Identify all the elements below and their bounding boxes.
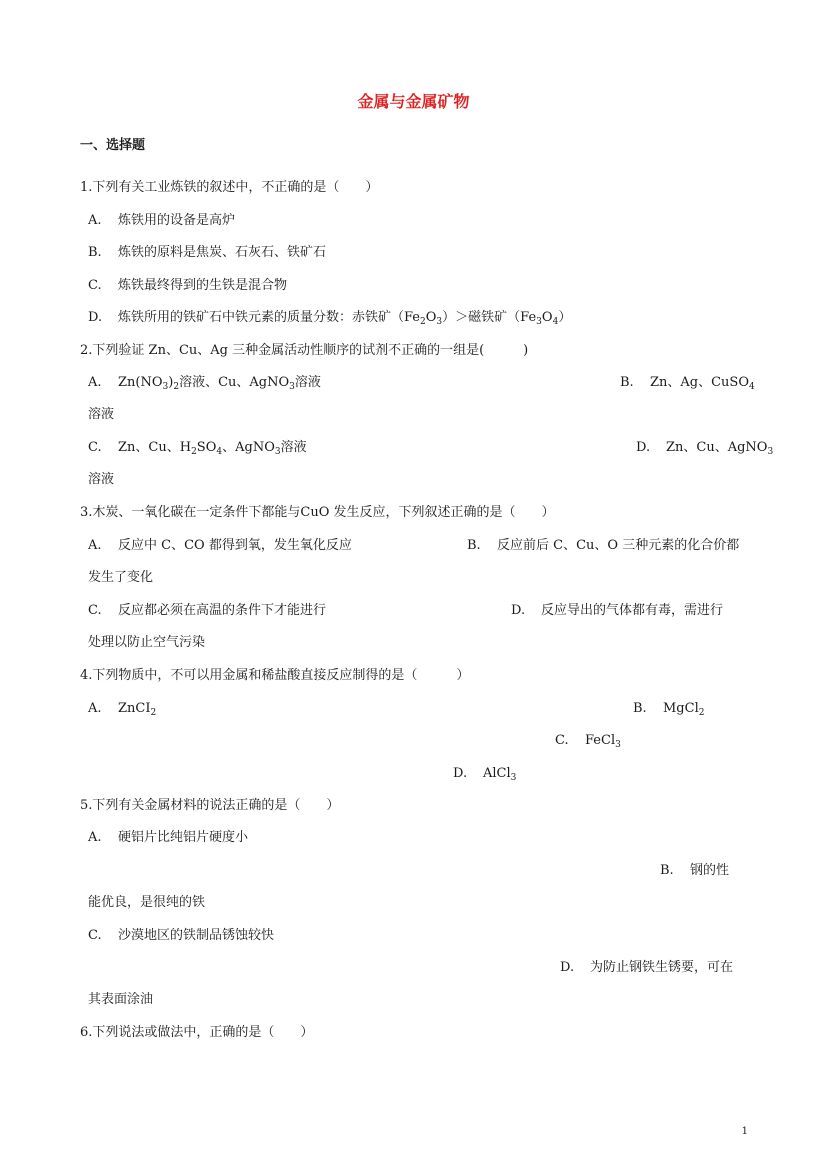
question-4-option-b [633,701,704,717]
text-run: 溶液、Cu、AgNO [179,375,290,390]
option-text: 钢的性 [690,863,730,878]
option-text: 反应中 C、CO 都得到氧，发生氧化反应 [118,538,352,553]
question-1-option-c [88,278,287,294]
subscript: 2 [173,382,180,392]
option-label: B. [88,245,102,260]
question-5-option-a [88,830,248,846]
question-1-stem: 1.下列有关工业炼铁的叙述中，不正确的是（ ） [80,180,379,195]
subscript: 2 [698,708,705,718]
text-run: SO [196,440,217,455]
subscript: 4 [749,382,755,392]
option-label: D. [560,960,575,975]
option-text: 炼铁用的设备是高炉 [118,213,236,228]
subscript: 3 [274,447,281,457]
question-2-stem: 2.下列验证 Zn、Cu、Ag 三种金属活动性顺序的试剂不正确的一组是( ) [80,343,529,358]
text-run: ) [168,375,174,390]
text-run: Zn、Ag、CuSO [650,375,749,390]
option-label: C. [88,603,102,618]
question-6-stem: 6.下列说法或做法中，正确的是（ ） [80,1025,314,1040]
option-text [483,766,516,781]
option-label: D. [88,310,103,325]
question-3-option-d [511,603,723,619]
text-run: Zn、Cu、AgNO [666,440,768,455]
question-3-option-a [88,538,352,554]
option-label: B. [660,863,674,878]
question-3-option-d-continuation: 处理以防止空气污染 [88,635,206,650]
subscript: 4 [216,447,223,457]
question-5-option-b [660,863,729,879]
option-label: C. [88,928,102,943]
text-run: 、AgNO [222,440,275,455]
option-label: C. [555,733,569,748]
option-label: B. [620,375,634,390]
subscript: 3 [767,447,774,457]
text-run: MgCl [663,701,699,716]
option-text: 硬铝片比纯铝片硬度小 [118,830,249,845]
subscript: 2 [191,447,197,457]
page-number: 1 [741,1126,748,1137]
text-run: AlCl [483,766,511,781]
option-label: C. [88,440,102,455]
question-3-stem: 3.木炭、一氧化碳在一定条件下都能与CuO 发生反应，下列叙述正确的是（ ） [80,505,555,520]
text-run: O [541,310,553,325]
text-run: ）＞磁铁矿（Fe [442,310,537,325]
option-text [666,440,773,455]
text-run: 溶液 [280,440,307,455]
text-run: ZnCI [118,701,151,716]
question-2-option-c [88,440,307,456]
section-heading: 一、选择题 [80,138,146,153]
option-text [118,440,307,455]
text-run: ） [558,310,572,325]
text-run: Zn(NO [118,375,163,390]
text-run: Zn、Cu、H [118,440,192,455]
option-label: B. [633,701,647,716]
option-label: D. [636,440,651,455]
subscript: 3 [615,740,621,750]
subscript: 3 [289,382,295,392]
question-1-option-b [88,245,326,261]
subscript: 3 [536,317,542,327]
subscript: 3 [510,773,517,783]
option-text: 沙漠地区的铁制品锈蚀较快 [118,928,275,943]
option-text [663,701,704,716]
option-label: D. [453,766,468,781]
question-2-option-d [636,440,773,456]
question-5-stem: 5.下列有关金属材料的说法正确的是（ ） [80,798,340,813]
question-2-option-d-continuation: 溶液 [88,472,115,487]
text-run: 溶液 [294,375,321,390]
text-run: O [425,310,437,325]
question-1-option-d [88,310,571,326]
question-2-option-a [88,375,321,391]
option-text: 炼铁最终得到的生铁是混合物 [118,278,288,293]
subscript: 2 [150,708,157,718]
option-label: A. [88,701,102,716]
option-text [118,701,156,716]
option-label: D. [511,603,526,618]
question-4-option-c [555,733,621,749]
question-4-stem: 4.下列物质中，不可以用金属和稀盐酸直接反应制得的是（ ） [80,668,470,683]
option-label: C. [88,278,102,293]
option-text [650,375,755,390]
option-label: A. [88,538,102,553]
question-1-option-a [88,213,235,229]
subscript: 2 [420,317,426,327]
option-text: 反应前后 C、Cu、O 三种元素的化合价都 [497,538,740,553]
option-text: 为防止钢铁生锈要，可在 [590,960,734,975]
option-text: 炼铁的原料是焦炭、石灰石、铁矿石 [118,245,327,260]
question-3-option-c [88,603,326,619]
option-text [118,310,571,325]
question-2-option-b [620,375,755,391]
option-label: A. [88,375,102,390]
subscript: 3 [436,317,443,327]
question-4-option-a [88,701,156,717]
question-2-option-b-continuation: 溶液 [88,407,115,422]
option-text [585,733,621,748]
option-label: A. [88,830,102,845]
question-5-option-d-continuation: 其表面涂油 [88,992,154,1007]
option-text [118,375,321,390]
question-3-option-b [467,538,739,554]
question-3-option-b-continuation: 发生了变化 [88,570,154,585]
question-4-option-d [453,766,516,782]
option-text: 反应都必须在高温的条件下才能进行 [118,603,327,618]
subscript: 3 [162,382,169,392]
option-label: A. [88,213,102,228]
question-5-option-c [88,928,274,944]
question-5-option-b-continuation: 能优良，是很纯的铁 [88,895,206,910]
page-title: 金属与金属矿物 [357,92,470,111]
text-run: FeCl [585,733,616,748]
subscript: 4 [552,317,559,327]
option-text: 反应导出的气体都有毒，需进行 [541,603,724,618]
option-label: B. [467,538,481,553]
text-run: 炼铁所用的铁矿石中铁元素的质量分数：赤铁矿（Fe [118,310,421,325]
question-5-option-d [560,960,733,976]
